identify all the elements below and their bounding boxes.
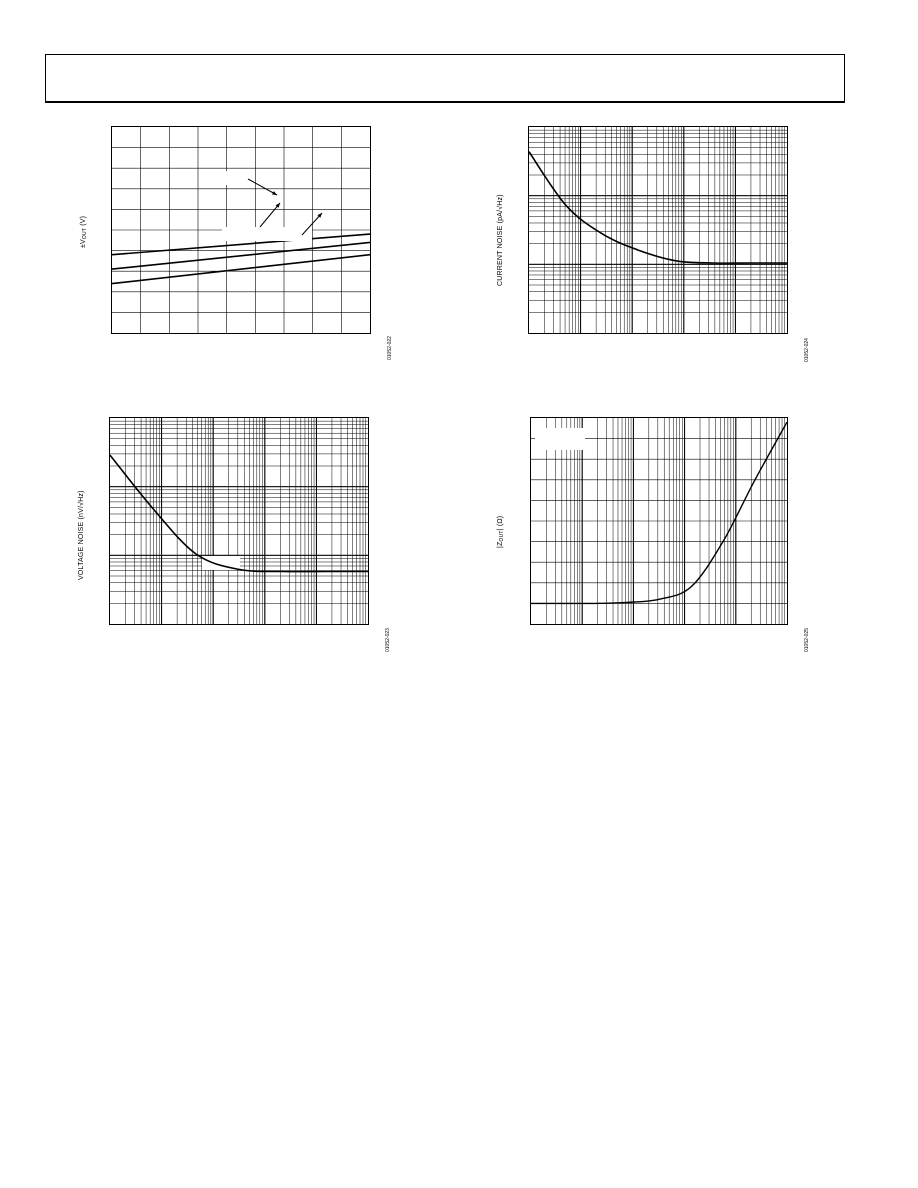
callout-mask xyxy=(224,171,254,185)
figure-code: 01052-022 xyxy=(387,336,393,360)
chart-svg xyxy=(110,418,368,624)
chart-svg xyxy=(529,127,787,333)
plot-area xyxy=(109,417,369,625)
plot-area xyxy=(528,126,788,334)
series-line xyxy=(529,152,787,263)
y-axis-label: VOLTAGE NOISE (nV/√Hz) xyxy=(78,490,85,580)
series-line xyxy=(110,455,368,572)
series-line xyxy=(112,255,370,284)
annotation-arrow xyxy=(248,179,277,195)
chart-svg xyxy=(112,127,370,333)
y-axis-label: |ZOUT| (Ω) xyxy=(497,515,505,548)
callout-mask xyxy=(535,428,585,450)
chart-svg xyxy=(531,418,787,624)
y-axis-label: CURRENT NOISE (pA/√Hz) xyxy=(497,194,504,286)
y-axis-label: ±VOUT (V) xyxy=(80,215,88,248)
figure-code: 01052-025 xyxy=(804,628,810,652)
plot-area xyxy=(530,417,788,625)
series-line xyxy=(112,242,370,269)
figure-code: 01052-023 xyxy=(385,628,391,652)
callout-mask xyxy=(222,227,312,241)
annotation-arrow xyxy=(260,203,280,227)
page-header-box xyxy=(45,54,845,103)
figure-code: 01052-024 xyxy=(804,338,810,362)
plot-area xyxy=(111,126,371,334)
